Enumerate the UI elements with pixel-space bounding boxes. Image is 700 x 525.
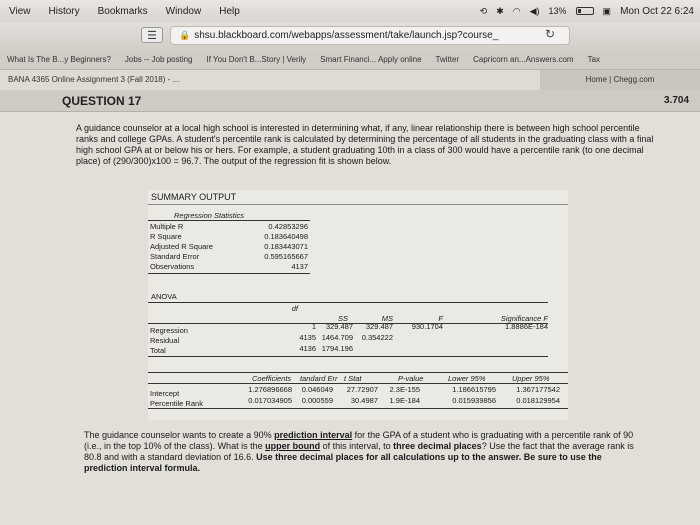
coef-row-label: Intercept (150, 389, 180, 398)
sidebar-toggle-button[interactable] (141, 27, 163, 43)
bookmark-item[interactable]: Tax (587, 55, 601, 64)
menu-help[interactable]: Help (219, 5, 240, 17)
regression-output (148, 190, 568, 420)
menu-bookmarks[interactable]: Bookmarks (97, 5, 148, 17)
battery-percent: 13% (548, 6, 567, 16)
bookmark-item[interactable]: Smart Financi... Apply online (320, 55, 422, 64)
coef-header: Lower 95% (448, 374, 486, 383)
status-area (480, 6, 700, 17)
url-text: shsu.blackboard.com/webapps/assessment/take/launch.jsp?course_ (194, 30, 499, 41)
anova-header: F (438, 314, 443, 323)
menu-history[interactable]: History (48, 5, 80, 17)
anova-title: ANOVA (151, 292, 177, 301)
coef-value: 1.186615795 (452, 385, 496, 394)
menu-bar (0, 0, 700, 22)
tab-assignment[interactable]: BANA 4365 Online Assignment 3 (Fall 2018) - ... (0, 70, 540, 90)
tab-bar (0, 70, 700, 90)
question-header (0, 90, 700, 112)
battery-icon[interactable] (576, 7, 594, 15)
anova-sig: 1.8886E-184 (505, 322, 548, 331)
coef-value: 27.72907 (346, 385, 378, 394)
anova-df: 1 (311, 322, 316, 331)
reg-stat-value: 0.42853296 (268, 222, 308, 231)
reg-stat-label: Observations (150, 262, 195, 271)
anova-ss: 1794.196 (321, 344, 353, 353)
coef-value: 0.046049 (301, 385, 333, 394)
tab-chegg[interactable]: Home | Chegg.com (585, 75, 655, 84)
coef-header: Upper 95% (512, 374, 550, 383)
bookmark-item[interactable]: Jobs -- Job posting (124, 55, 193, 64)
coef-header: P-value (398, 374, 424, 383)
reg-stats-title: Regression Statistics (174, 211, 245, 220)
lock-icon: 🔒 (179, 30, 191, 40)
summary-title: SUMMARY OUTPUT (151, 192, 237, 202)
reg-stat-value: 0.183640498 (264, 232, 308, 241)
reg-stat-label: Multiple R (150, 222, 184, 231)
coef-header: tandard Err (300, 374, 338, 383)
coef-value: 30.4987 (350, 396, 378, 405)
reg-stat-value: 0.595165667 (264, 252, 308, 261)
bookmarks-bar (0, 50, 700, 70)
reg-stat-label: R Square (150, 232, 182, 241)
anova-row-label: Regression (150, 326, 188, 335)
reload-icon[interactable]: ↻ (545, 27, 556, 41)
coef-value: 1.367177542 (516, 385, 560, 394)
anova-ss: 329.487 (325, 322, 353, 331)
anova-ss: 1464.709 (321, 333, 353, 342)
bookmark-item[interactable]: If You Don't B...Story | Verily (206, 55, 307, 64)
menu-window[interactable]: Window (165, 5, 202, 17)
display-icon[interactable]: ▣ (602, 5, 612, 16)
anova-f: 930.1704 (411, 322, 443, 331)
sidebar-icon: ☰ (147, 29, 157, 42)
reg-stat-value: 0.183443071 (264, 242, 308, 251)
anova-df: 4136 (299, 344, 316, 353)
anova-row-label: Residual (150, 336, 180, 345)
menu-view[interactable]: View (9, 5, 31, 17)
clock[interactable]: Mon Oct 22 6:24 (620, 5, 694, 17)
anova-header: SS (337, 314, 348, 323)
anova-ms: 329.487 (365, 322, 393, 331)
coef-value: 0.000559 (301, 396, 333, 405)
bookmark-item[interactable]: What Is The B...y Beginners? (7, 55, 111, 64)
anova-header: Significance F (500, 314, 548, 323)
anova-df: 4135 (299, 333, 316, 342)
page-content (0, 90, 700, 525)
anova-row-label: Total (150, 346, 166, 355)
coef-value: 1.276896668 (248, 385, 292, 394)
coef-value: 1.9E-184 (389, 396, 420, 405)
question-text: A guidance counselor at a local high school is interested in determining what, if any, linear relationship there is between high school percentile ranks and college GPAs. A student's percentile rank is calculated by determining the percentage of all students in the graduating class with a final high school GPA at or below his or hers. For example, a student graduating 10th in a class of 300 would have a percentile rank (to one decimal place) of (290/300)x100 = 96.7. The output of the regression fit is shown below. (76, 123, 654, 166)
reg-stat-label: Standard Error (150, 252, 200, 261)
coef-header: t Stat (344, 374, 362, 383)
question-title: QUESTION 17 (62, 94, 142, 108)
bluetooth-icon[interactable]: ✱ (496, 5, 504, 16)
anova-header: MS (381, 314, 393, 323)
coef-value: 0.018129954 (516, 396, 560, 405)
wifi-icon[interactable]: ◠ (512, 5, 521, 16)
question-points: 3.704 (664, 95, 690, 106)
anova-ms: 0.354222 (361, 333, 393, 342)
bookmark-item[interactable]: Capricorn an...Answers.com (473, 55, 574, 64)
coef-value: 2.3E-155 (389, 385, 420, 394)
coef-header: Coefficients (252, 374, 292, 383)
reg-stat-label: Adjusted R Square (150, 242, 213, 251)
followup-question: The guidance counselor wants to create a 90% prediction interval for the GPA of a student who is graduating with a percentile rank of 90 (i.e., in the top 10% of the class). What is the upper bound of this interval, to three decimal places? Use the fact that the average rank is 80.8 and with a standard deviation of 16.6. Use three decimal places for all calculations up to the answer. Be sure to use the prediction interval formula. (84, 430, 634, 473)
bookmark-item[interactable]: Twitter (435, 55, 460, 64)
reg-stat-value: 4137 (291, 262, 308, 271)
address-bar[interactable] (170, 26, 570, 45)
anova-header: df (291, 304, 298, 313)
coef-value: 0.017034905 (248, 396, 292, 405)
time-machine-icon[interactable]: ⟲ (479, 5, 488, 16)
coef-value: 0.015939856 (452, 396, 496, 405)
volume-icon[interactable]: ◀) (529, 5, 540, 16)
coef-row-label: Percentile Rank (150, 399, 203, 408)
browser-toolbar (0, 22, 700, 50)
